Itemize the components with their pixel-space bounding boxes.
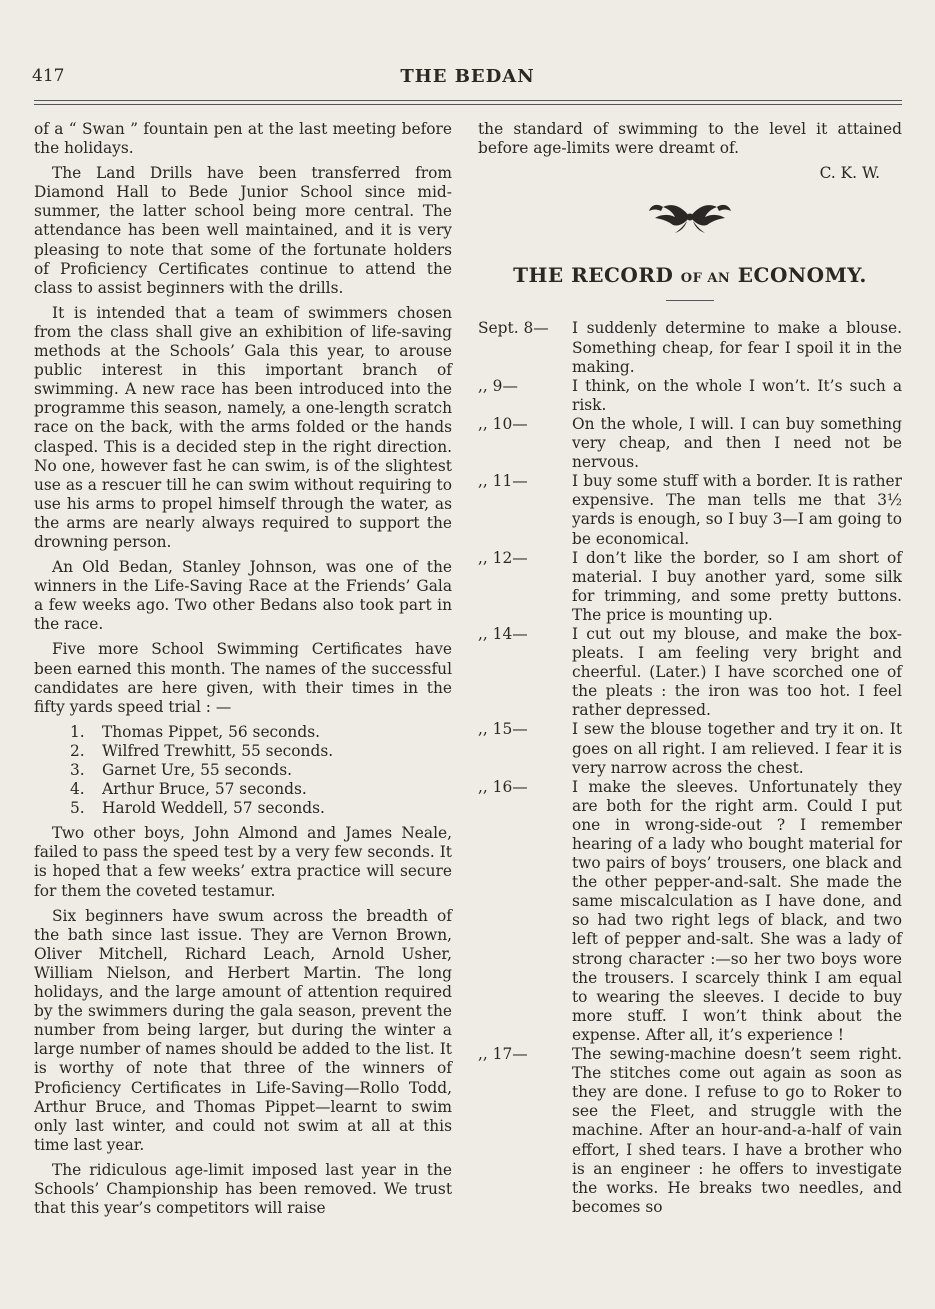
paragraph: An Old Bedan, Stanley Johnson, was one of the winners in the Life-Saving Race at the Friends’ Gala a few weeks ago. Two other Bedans also took part in the race. [34,558,452,634]
entry-text: I sew the blouse together and try it on. It goes on all right. I am relieved. I fear it is very narrow across the chest. [572,720,902,777]
list-number: 1. [70,722,85,741]
entry-date: ,, 11— [478,472,528,491]
list-number: 3. [70,761,85,779]
list-text: Wilfred Trewhitt, 55 seconds. [102,741,334,760]
entry-date: ,, 15— [478,720,528,739]
paragraph: Five more School Swimming Certificates have been earned this month. The names of the successful candidates are here given, with their times in the fifty yards speed trial : — [34,640,452,716]
paragraph: Six beginners have swum across the breadth of the bath since last issue. They are Vernon Brown, Oliver Mitchell, Richard Leach, Arnold Usher, William Nielson, and Herbert Martin. The long holidays, and the large amount of attention required by the swimmers during the gala season, prevent the number from being larger, but during the winter a large number of names should be added to the list. It is worthy of note that three of the winners of Proficiency Certificates in Life-Saving—Rollo Todd, Arthur Bruce, and Thomas Pippet—learnt to swim only last winter, and could not swim at all at this time last year. [34,906,452,1154]
diary-entry [478,1045,902,1217]
entry-text: The sewing-machine doesn’t seem right. The stitches come out again as soon as they are done. I refuse to go to Roker to see the Fleet, and struggle with the machine. After an hour-and-a-half of vain effort, I shed tears. I have a brother who is an engineer : he offers to investigate the works. He breaks two needles, and becomes so [572,1045,902,1216]
fleuron-ornament [478,197,902,242]
diary-entry [478,377,902,415]
list-item [70,742,452,761]
diary-entry [478,549,902,625]
list-text: Arthur Bruce, 57 seconds. [102,780,307,799]
entry-date: ,, 17— [478,1045,528,1064]
entry-text: I buy some stuff with a border. It is rather expensive. The man tells me that 3½ yards is enough, so I buy 3—I am going to be economical. [572,472,902,548]
diary-entry [478,415,902,472]
list-number: 4. [70,780,85,799]
paragraph: The Land Drills have been transferred from Diamond Hall to Bede Junior School since mid-summer, the latter school being more central. The attendance has been well maintained, and it is very pleasing to note that some of the fortunate holders of Proficiency Certificates continue to attend the class to assist beginners with the drills. [34,164,452,297]
list-item [70,761,452,780]
entry-text: I cut out my blouse, and make the box-pleats. I am feeling very bright and cheerful. (Later.) I have scorched one of the pleats : the iron was too hot. I feel rather depressed. [572,624,902,720]
list-text: Garnet Ure, 55 seconds. [102,761,293,779]
section-title: THE RECORD OF AN ECONOMY. [513,263,867,288]
header-rule-bottom [34,104,902,105]
entry-date: ,, 10— [478,414,528,433]
paragraph: Two other boys, John Almond and James Neale, failed to pass the speed test by a very few seconds. It is hoped that a few weeks’ extra practice will secure for them the coveted testamur. [34,824,452,900]
list-number: 2. [70,741,85,760]
list-text: Thomas Pippet, 56 seconds. [102,722,320,741]
paragraph: It is intended that a team of swimmers chosen from the class shall give an exhibition of life-saving methods at the Schools’ Gala this year, to arouse public interest in this important branch of swimming. A new race has been introduced into the programme this season, namely, a one-length scratch race on the back, with the arms folded or the hands clasped. This is a decided step in the right direction. No one, however fast he can swim, is of the slightest use as a rescuer till he can swim without requiring to use his arms to propel himself through the water, as the arms are nearly always required to support the drowning person. [34,303,452,551]
signature: C. K. W. [819,164,880,183]
list-number: 5. [70,799,85,818]
diary-entry [478,778,902,1045]
paragraph: The ridiculous age-limit imposed last year in the Schools’ Championship has been removed. We trust that this year’s competitors will raise [34,1160,452,1218]
entry-date: ,, 9— [478,376,518,395]
entry-date: ,, 16— [478,777,528,796]
diary-entry [478,319,902,376]
list-item [70,780,452,799]
list-item [70,723,452,742]
list-item [70,799,452,818]
entry-text: I make the sleeves. Unfortunately they are both for the right arm. Could I put one in wrong-side-out ? I remember hearing of a lady who bought material for two pairs of boys’ trousers, one black and the other pepper-and-salt. She made the same miscalculation as I have done, and so had two right legs of black, and two left of pepper and-salt. She was a lady of strong character :—so her two boys wore the trousers. I scarcely think I am equal to wearing the sleeves. I decide to buy more stuff. I won’t think about the expense. After all, it’s experience ! [572,777,902,1044]
entry-date: ,, 12— [478,548,528,567]
paragraph: the standard of swimming to the level it attained before age-limits were dreamt of. [478,120,902,158]
entry-date: Sept. 8— [478,319,549,338]
right-column [478,120,902,1217]
header-rule-top [34,100,902,101]
entry-date: ,, 14— [478,624,528,643]
entry-text: I don’t like the border, so I am short of material. I buy another yard, some silk for trimming, and some pretty buttons. The price is mounting up. [572,548,902,624]
diary-entry [478,720,902,777]
entry-text: I think, on the whole I won’t. It’s such a risk. [572,376,902,414]
paragraph: of a “ Swan ” fountain pen at the last meeting before the holidays. [34,120,452,158]
title-rule [666,300,714,301]
speed-trial-list [34,723,452,818]
entry-text: I suddenly determine to make a blouse. Something cheap, for fear I spoil it in the making. [572,319,902,376]
entry-text: On the whole, I will. I can buy something very cheap, and then I need not be nervous. [572,414,902,472]
diary-entry [478,472,902,548]
running-title: THE BEDAN [400,66,535,87]
left-column [34,120,452,1224]
list-text: Harold Weddell, 57 seconds. [102,799,325,818]
diary-entry [478,625,902,720]
page-number: 417 [32,66,65,86]
